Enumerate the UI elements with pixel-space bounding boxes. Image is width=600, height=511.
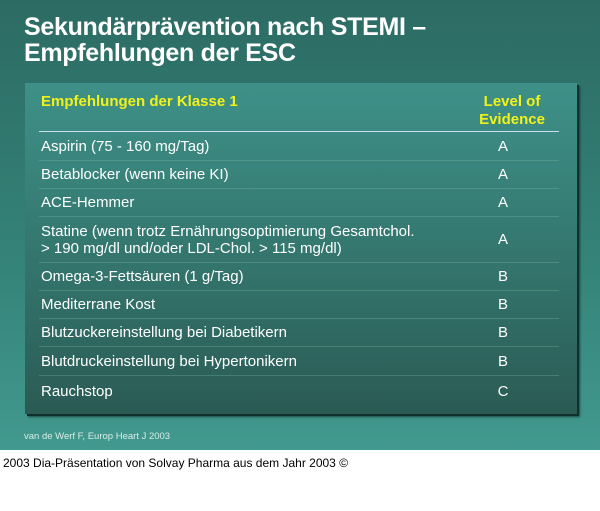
table-row — [39, 263, 559, 291]
table-row — [39, 161, 559, 189]
row-text: Aspirin (75 - 160 mg/Tag) — [41, 138, 210, 155]
row-text: Mediterrane Kost — [41, 296, 156, 313]
footer-caption: 2003 Dia-Präsentation von Solvay Pharma aus dem Jahr 2003 © — [3, 456, 349, 470]
recommendations-table — [25, 83, 577, 414]
table-row — [39, 347, 559, 376]
table-row — [39, 189, 559, 217]
table-row — [39, 376, 559, 406]
table-row — [39, 217, 559, 263]
row-text: Statine (wenn trotz Ernährungsoptimierung Gesamtchol. — [41, 222, 415, 240]
title-line-1: Sekundärprävention nach STEMI – — [24, 13, 426, 41]
row-text-2: > 190 mg/dl und/oder LDL-Chol. > 115 mg/dl) — [41, 239, 342, 257]
header-level-line2: Evidence — [479, 111, 545, 128]
header-level-line1: Level of — [483, 93, 541, 110]
row-text: Blutzuckereinstellung bei Diabetikern — [41, 324, 287, 341]
table-row — [39, 291, 559, 319]
row-level: B — [497, 352, 508, 370]
row-text: Blutdruckeinstellung bei Hypertonikern — [41, 352, 297, 370]
header-recommendations: Empfehlungen der Klasse 1 — [41, 93, 238, 110]
row-level: B — [497, 268, 508, 285]
row-level: A — [497, 194, 508, 211]
row-level: A — [497, 138, 508, 155]
row-text: Omega-3-Fettsäuren (1 g/Tag) — [41, 268, 244, 285]
row-level: B — [497, 324, 508, 341]
row-text: ACE-Hemmer — [41, 194, 135, 211]
table-row — [39, 319, 559, 347]
header-divider — [39, 131, 559, 132]
table-row — [39, 133, 559, 161]
row-level: A — [497, 166, 508, 183]
row-level: B — [497, 296, 508, 313]
row-level: A — [497, 231, 508, 248]
title-line-2: Empfehlungen der ESC — [24, 39, 296, 67]
row-text: Rauchstop — [41, 382, 113, 400]
source-citation: van de Werf F, Europ Heart J 2003 — [24, 431, 171, 442]
header-level-of-evidence — [472, 93, 552, 129]
row-text: Betablocker (wenn keine KI) — [41, 166, 229, 183]
row-level: C — [497, 382, 509, 400]
slide-title — [24, 14, 426, 66]
